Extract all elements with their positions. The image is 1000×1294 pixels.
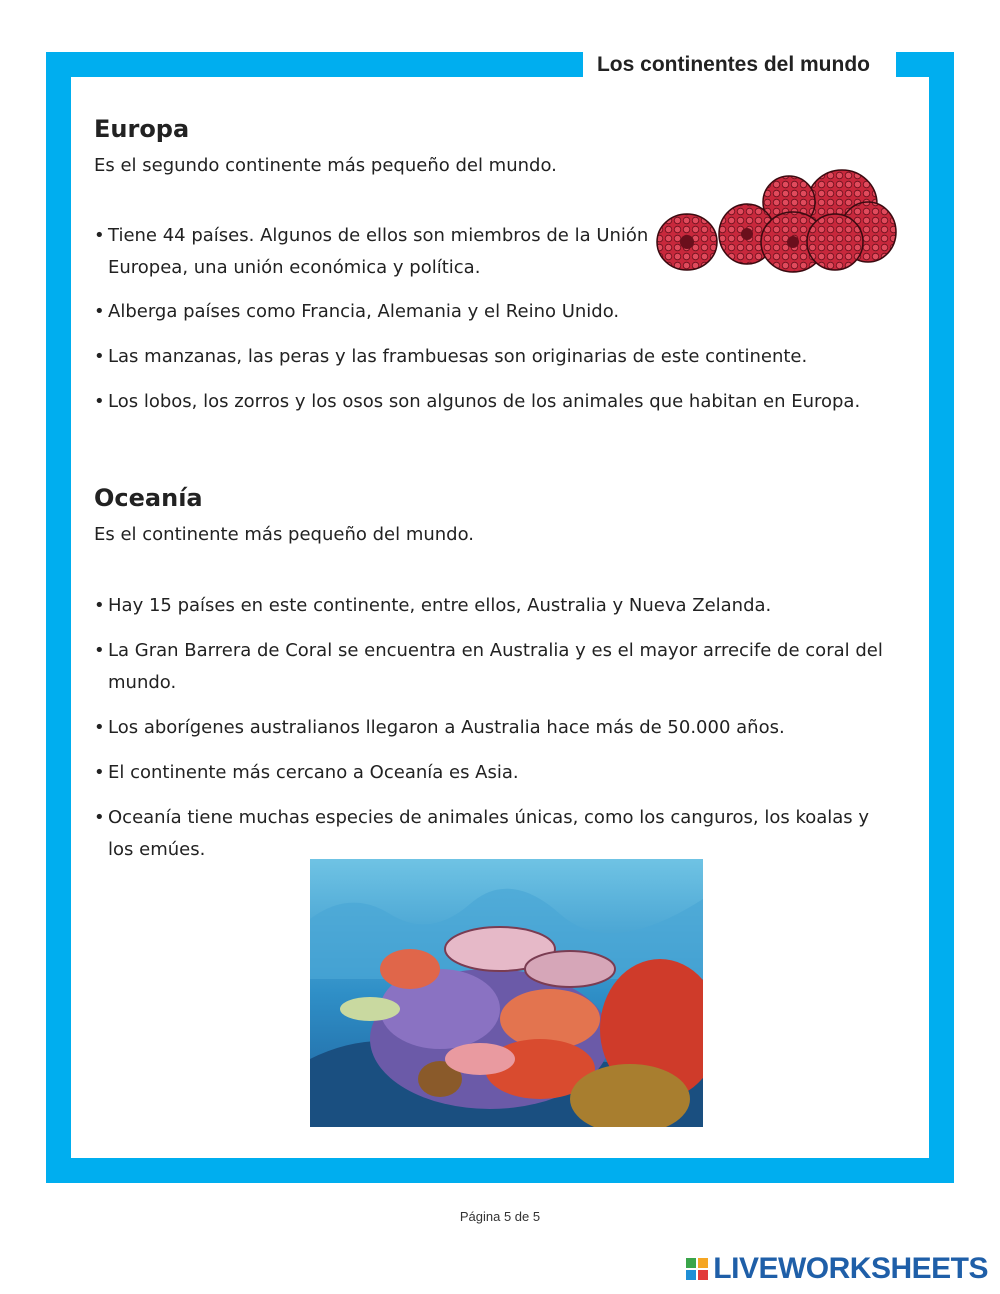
raspberries-illustration — [655, 162, 900, 274]
oceania-heading: Oceanía — [94, 484, 203, 512]
europa-bullet-block-2 — [94, 296, 894, 431]
liveworksheets-brand[interactable] — [685, 1252, 988, 1286]
coral-reef-illustration — [310, 859, 703, 1127]
header-title: Los continentes del mundo — [583, 52, 896, 78]
europa-bullet: • Los lobos, los zorros y los osos son algunos de los animales que habitan en Europa. — [94, 386, 894, 418]
europa-intro: Es el segundo continente más pequeño del mundo. — [94, 155, 557, 176]
brand-name: LIVEWORKSHEETS — [713, 1252, 988, 1285]
europa-section — [94, 115, 654, 176]
oceania-section — [94, 484, 894, 545]
liveworksheets-logo-icon — [685, 1257, 709, 1281]
oceania-bullets — [94, 590, 894, 879]
europa-heading: Europa — [94, 115, 190, 143]
oceania-bullet: • Los aborígenes australianos llegaron a Australia hace más de 50.000 años. — [94, 712, 894, 744]
oceania-bullet: • La Gran Barrera de Coral se encuentra en Australia y es el mayor arrecife de coral del mundo. — [94, 635, 894, 699]
oceania-bullet: • Hay 15 países en este continente, entre ellos, Australia y Nueva Zelanda. — [94, 590, 894, 622]
page-number: Página 5 de 5 — [459, 1209, 541, 1224]
europa-bullet: • Alberga países como Francia, Alemania y el Reino Unido. — [94, 296, 894, 328]
europa-bullet: • Tiene 44 países. Algunos de ellos son miembros de la Unión Europea, una unión económica y política. — [94, 220, 649, 284]
europa-bullet-block-1 — [94, 220, 649, 297]
oceania-bullet: • Oceanía tiene muchas especies de animales únicas, como los canguros, los koalas y los emúes. — [94, 802, 894, 866]
oceania-intro: Es el continente más pequeño del mundo. — [94, 524, 475, 545]
europa-bullet: • Las manzanas, las peras y las frambuesas son originarias de este continente. — [94, 341, 894, 373]
oceania-bullet: • El continente más cercano a Oceanía es Asia. — [94, 757, 894, 789]
